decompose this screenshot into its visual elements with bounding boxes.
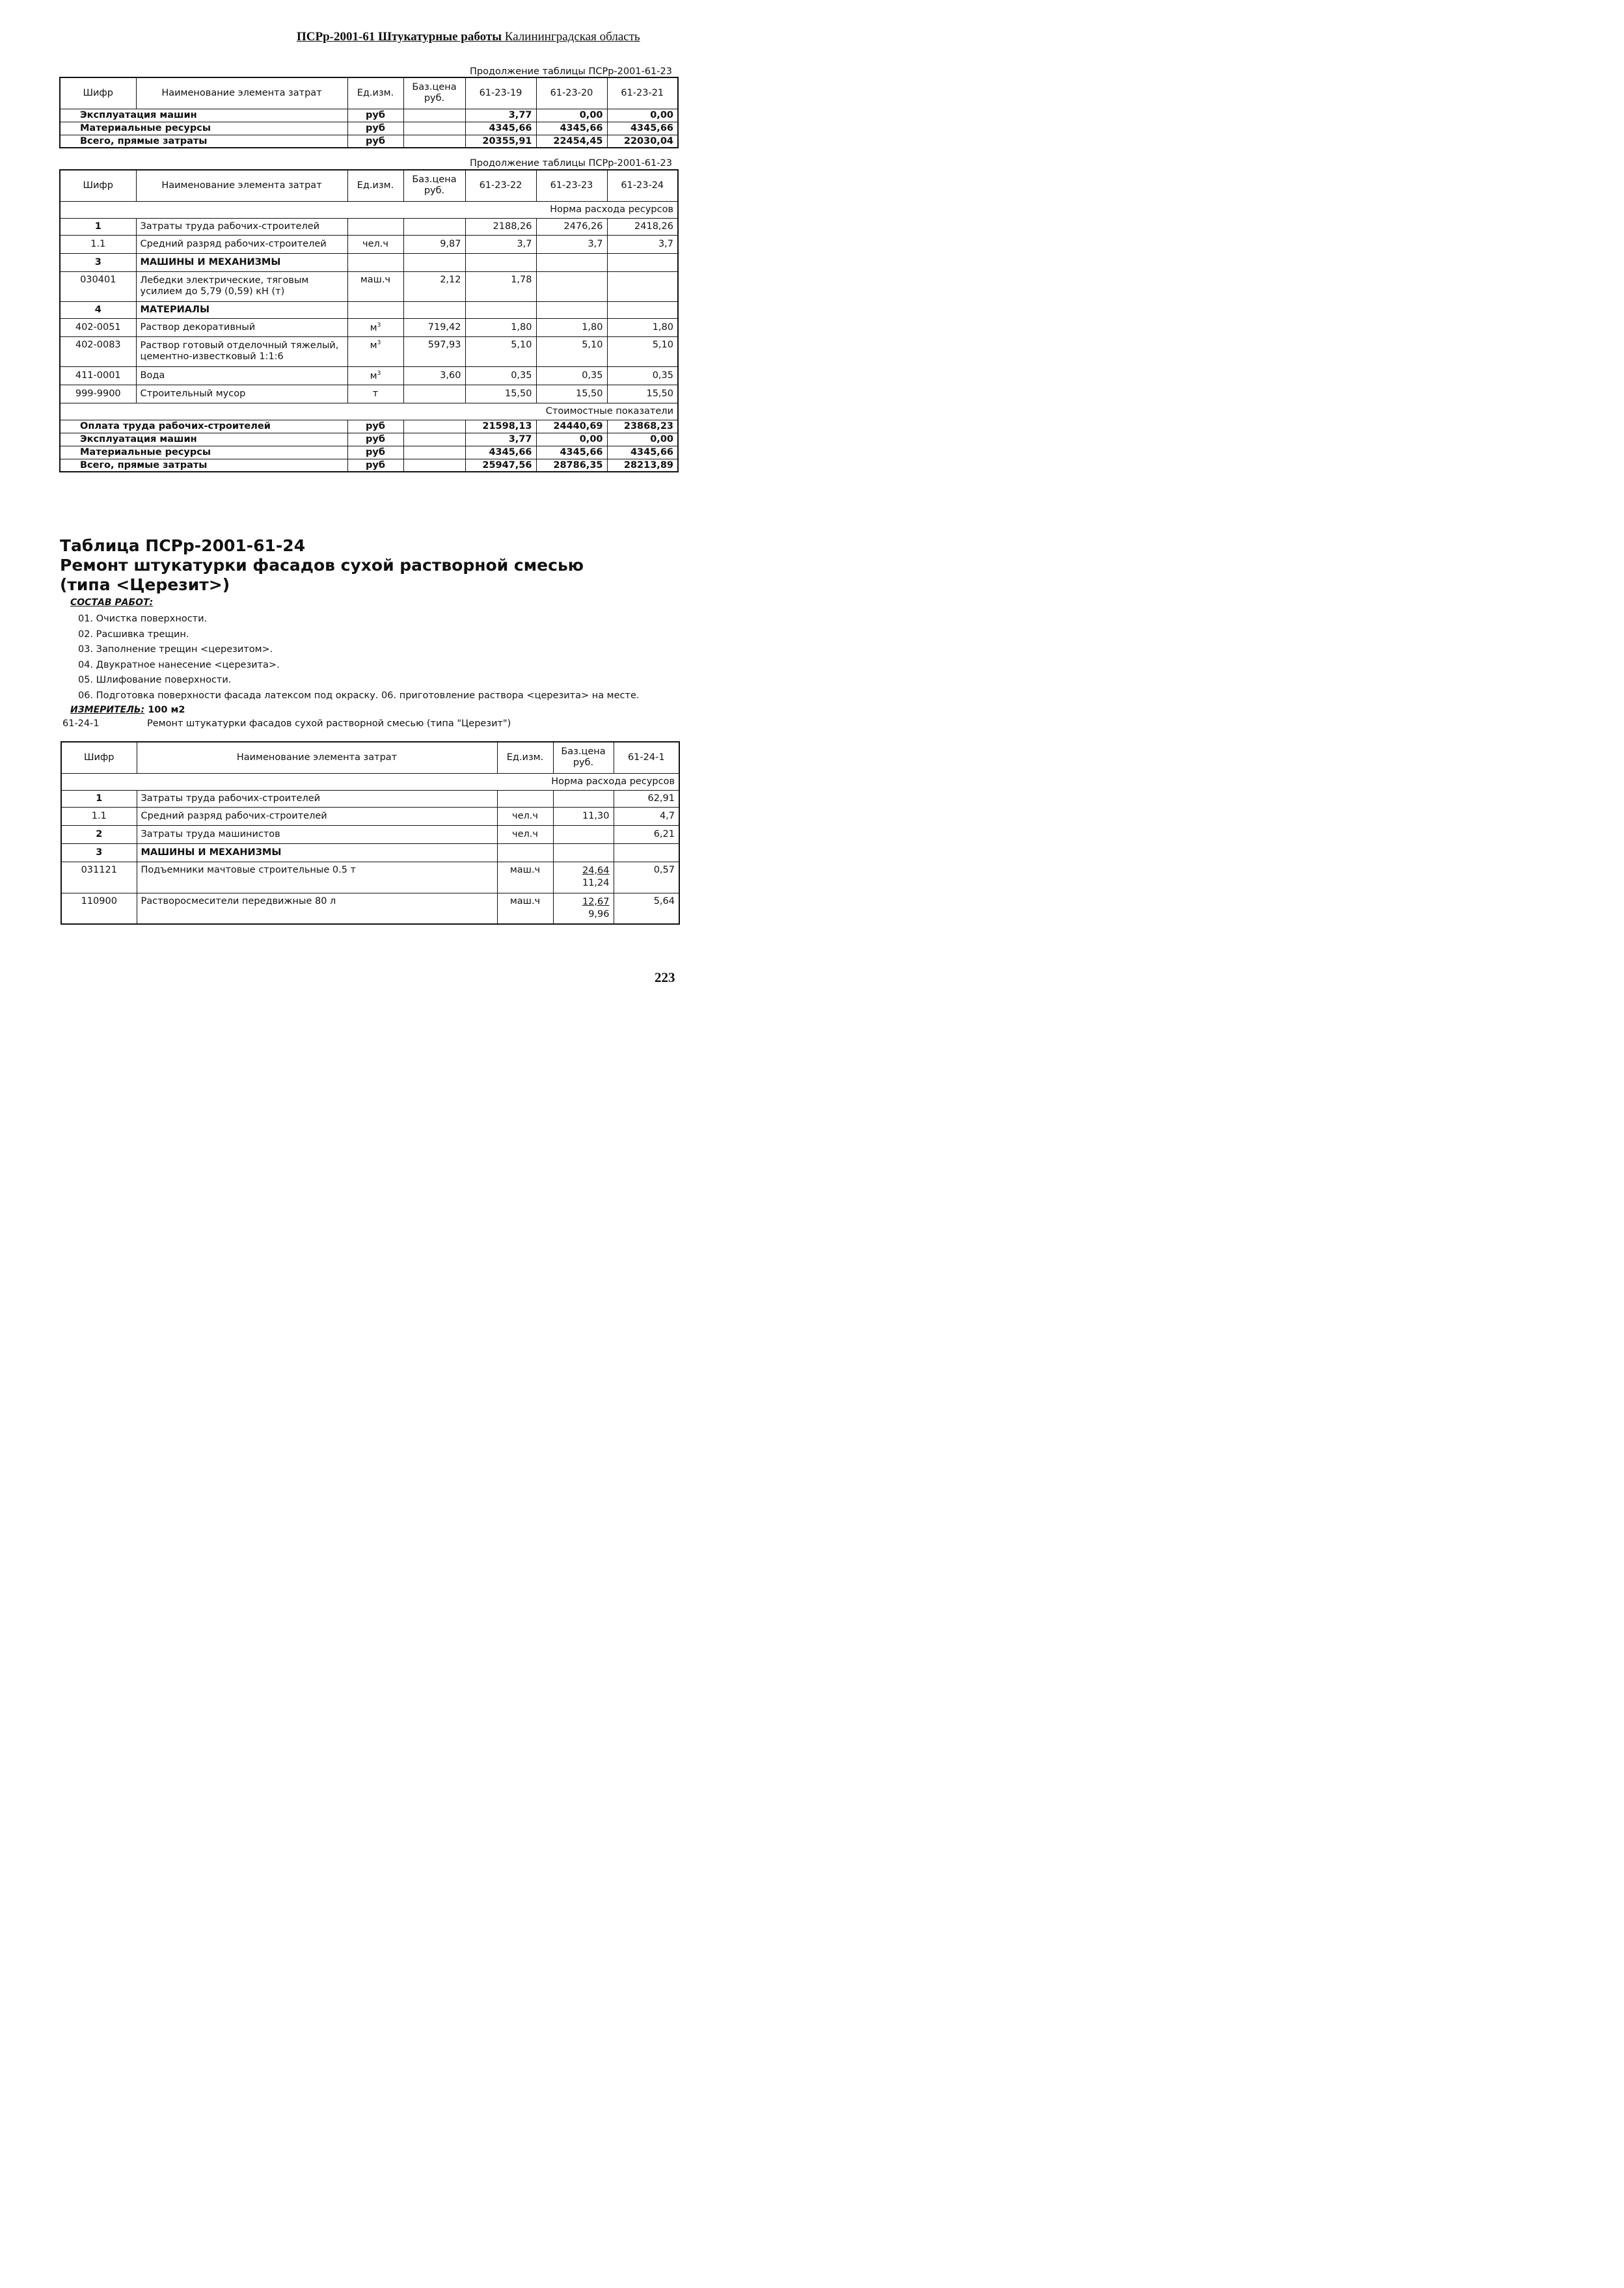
header-title: Штукатурные работы xyxy=(378,30,502,44)
table-row: 1.1 Средний разряд рабочих-строителей чел.ч 11,30 4,7 xyxy=(61,807,679,825)
table-row: 402-0051 Раствор декоративный $м^3$ 719,42 1,80 1,80 1,80 xyxy=(60,318,678,336)
list-item: 01. Очистка поверхности. xyxy=(78,614,208,624)
table-row: 030401 Лебедки электрические, тяговым усилием до 5,79 (0,59) кН (т) маш.ч 2,12 1,78 xyxy=(60,271,678,301)
table-row: 411-0001 Вода $м^3$ 3,60 0,35 0,35 0,35 xyxy=(60,366,678,385)
col-61-23-22: 61-23-22 xyxy=(465,170,536,201)
norm-code-line xyxy=(62,718,511,729)
norm-description: Ремонт штукатурки фасадов сухой растворной смесью (типа "Церезит") xyxy=(147,718,511,729)
col-unit: Ед.изм. xyxy=(347,77,403,109)
col-price: Баз.цена руб. xyxy=(553,742,614,773)
header-region: Калининградская область xyxy=(504,30,640,44)
list-item: 05. Шлифование поверхности. xyxy=(78,675,232,685)
table-row: 3 МАШИНЫ И МЕХАНИЗМЫ xyxy=(60,253,678,271)
continuation-label: Продолжение таблицы ПСРр-2001-61-23 xyxy=(470,66,672,77)
sostav-label: СОСТАВ РАБОТ: xyxy=(70,597,154,608)
table-61-24 xyxy=(61,741,680,925)
col-61-23-24: 61-23-24 xyxy=(607,170,678,201)
list-item: 04. Двукратное нанесение <церезита>. xyxy=(78,659,280,670)
measure-value: 100 м2 xyxy=(148,705,185,715)
col-61-23-21: 61-23-21 xyxy=(607,77,678,109)
col-name: Наименование элемента затрат xyxy=(136,77,347,109)
table-row: 1 Затраты труда рабочих-строителей 2188,26 2476,26 2418,26 xyxy=(60,218,678,235)
table-row: 031121 Подъемники мачтовые строительные 0.5 т маш.ч 24,64 11,24 0,57 xyxy=(61,862,679,893)
col-61-23-20: 61-23-20 xyxy=(536,77,607,109)
table-row: Материальные ресурсы руб 4345,66 4345,66 4345,66 xyxy=(60,446,678,459)
table-row: 3 МАШИНЫ И МЕХАНИЗМЫ xyxy=(61,843,679,862)
list-item: 03. Заполнение трещин <церезитом>. xyxy=(78,644,273,655)
table-row: Эксплуатация машин руб 3,77 0,00 0,00 xyxy=(60,109,678,122)
running-header xyxy=(297,30,640,44)
page-number: 223 xyxy=(655,970,675,985)
table-row: 2 Затраты труда машинистов чел.ч 6,21 xyxy=(61,825,679,843)
col-61-23-19: 61-23-19 xyxy=(465,77,536,109)
col-61-23-23: 61-23-23 xyxy=(536,170,607,201)
table-row: Всего, прямые затраты руб 25947,56 28786,35 28213,89 xyxy=(60,459,678,472)
continuation-label-2: Продолжение таблицы ПСРр-2001-61-23 xyxy=(470,158,672,169)
table-row: 1.1 Средний разряд рабочих-строителей чел.ч 9,87 3,7 3,7 3,7 xyxy=(60,235,678,253)
table-row: Всего, прямые затраты руб 20355,91 22454,45 22030,04 xyxy=(60,135,678,148)
col-shifr: Шифр xyxy=(60,77,136,109)
header-code: ПСРр-2001-61 xyxy=(297,30,375,44)
operations-list xyxy=(78,612,640,703)
stoim-label: Стоимостные показатели xyxy=(60,403,678,420)
col-price: Баз.цена руб. xyxy=(403,77,465,109)
table-row: 999-9900 Строительный мусор т 15,50 15,50 15,50 xyxy=(60,385,678,403)
table-row: Материальные ресурсы руб 4345,66 4345,66 4345,66 xyxy=(60,122,678,135)
col-shifr: Шифр xyxy=(60,170,136,201)
col-unit: Ед.изм. xyxy=(497,742,553,773)
list-item: 06. Подготовка поверхности фасада латексом под окраску. 06. приготовление раствора <церезита> на месте. xyxy=(78,690,640,701)
table-row: 4 МАТЕРИАЛЫ xyxy=(60,301,678,318)
col-shifr: Шифр xyxy=(61,742,137,773)
table-row: 1 Затраты труда рабочих-строителей 62,91 xyxy=(61,790,679,807)
section-title: Таблица ПСРр-2001-61-24 xyxy=(60,536,306,555)
table-row: Оплата труда рабочих-строителей руб 21598,13 24440,69 23868,23 xyxy=(60,420,678,433)
table-61-23-part2 xyxy=(59,169,679,472)
col-price: Баз.цена руб. xyxy=(403,170,465,201)
measure-line xyxy=(70,705,185,715)
table-row: 402-0083 Раствор готовый отделочный тяжелый, цементно-известковый 1:1:6 $м^3$ 597,93 5,10 5,10 5,10 xyxy=(60,336,678,366)
col-name: Наименование элемента затрат xyxy=(136,170,347,201)
measure-label: ИЗМЕРИТЕЛЬ: xyxy=(70,705,145,715)
norm-code: 61-24-1 xyxy=(62,718,100,729)
norma-label: Норма расхода ресурсов xyxy=(60,201,678,218)
col-name: Наименование элемента затрат xyxy=(137,742,497,773)
table-61-23-part1 xyxy=(59,77,679,148)
col-unit: Ед.изм. xyxy=(347,170,403,201)
table-row: 110900 Растворосмесители передвижные 80 л маш.ч 12,67 9,96 5,64 xyxy=(61,893,679,924)
col-61-24-1: 61-24-1 xyxy=(614,742,679,773)
table-row: Эксплуатация машин руб 3,77 0,00 0,00 xyxy=(60,433,678,446)
norma-label: Норма расхода ресурсов xyxy=(61,773,679,790)
list-item: 02. Расшивка трещин. xyxy=(78,629,189,640)
section-subtitle: Ремонт штукатурки фасадов сухой растворной смесью (типа <Церезит>) xyxy=(60,556,584,594)
